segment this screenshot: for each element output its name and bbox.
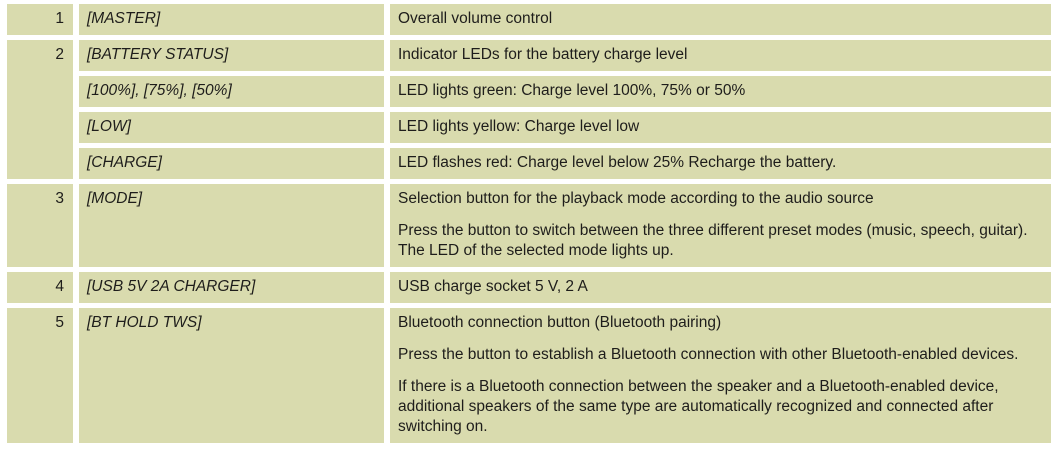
table-subrow	[79, 112, 1051, 143]
control-label: [LOW]	[79, 112, 384, 143]
table-subrow	[79, 272, 1051, 303]
table-subrow	[79, 40, 1051, 71]
table-row-group	[7, 4, 1051, 35]
description-paragraph: LED lights yellow: Charge level low	[398, 118, 640, 135]
control-elements-table	[7, 4, 1051, 443]
description-paragraph: Press the button to switch between the three different preset modes (music, speech, guitar). The LED of the selected mode lights up.	[398, 222, 1028, 259]
control-description	[390, 112, 1051, 143]
row-group-body	[79, 184, 1051, 267]
table-subrow	[79, 4, 1051, 35]
control-label: [100%], [75%], [50%]	[79, 76, 384, 107]
description-paragraph: Overall volume control	[398, 10, 553, 27]
description-paragraph: LED lights green: Charge level 100%, 75% or 50%	[398, 82, 746, 99]
control-description	[390, 4, 1051, 35]
table-subrow	[79, 184, 1051, 267]
row-number: 5	[7, 308, 73, 443]
table-subrow	[79, 148, 1051, 179]
control-description	[390, 40, 1051, 71]
row-group-body	[79, 40, 1051, 179]
description-paragraph: LED flashes red: Charge level below 25% Recharge the battery.	[398, 154, 837, 171]
description-paragraph: USB charge socket 5 V, 2 A	[398, 278, 588, 295]
table-subrow	[79, 308, 1051, 443]
control-label: [BT HOLD TWS]	[79, 308, 384, 443]
row-number: 4	[7, 272, 73, 303]
table-row-group	[7, 308, 1051, 443]
row-number: 1	[7, 4, 73, 35]
row-group-body	[79, 4, 1051, 35]
row-group-body	[79, 272, 1051, 303]
description-paragraph: Bluetooth connection button (Bluetooth pairing)	[398, 314, 722, 331]
table-row-group	[7, 272, 1051, 303]
description-paragraph: Selection button for the playback mode according to the audio source	[398, 190, 874, 207]
control-label: [MASTER]	[79, 4, 384, 35]
control-label: [CHARGE]	[79, 148, 384, 179]
control-description	[390, 272, 1051, 303]
row-number: 2	[7, 40, 73, 179]
control-description	[390, 76, 1051, 107]
row-group-body	[79, 308, 1051, 443]
control-description	[390, 184, 1051, 267]
table-row-group	[7, 40, 1051, 179]
description-paragraph: Indicator LEDs for the battery charge level	[398, 46, 688, 63]
control-label: [USB 5V 2A CHARGER]	[79, 272, 384, 303]
description-paragraph: Press the button to establish a Bluetooth connection with other Bluetooth-enabled devices.	[398, 346, 1019, 363]
control-description	[390, 308, 1051, 443]
control-label: [BATTERY STATUS]	[79, 40, 384, 71]
control-description	[390, 148, 1051, 179]
description-paragraph: If there is a Bluetooth connection between the speaker and a Bluetooth-enabled device, additional speakers of the same type are automatically recognized and connected after switching on.	[398, 378, 999, 435]
row-number: 3	[7, 184, 73, 267]
control-label: [MODE]	[79, 184, 384, 267]
table-subrow	[79, 76, 1051, 107]
table-row-group	[7, 184, 1051, 267]
